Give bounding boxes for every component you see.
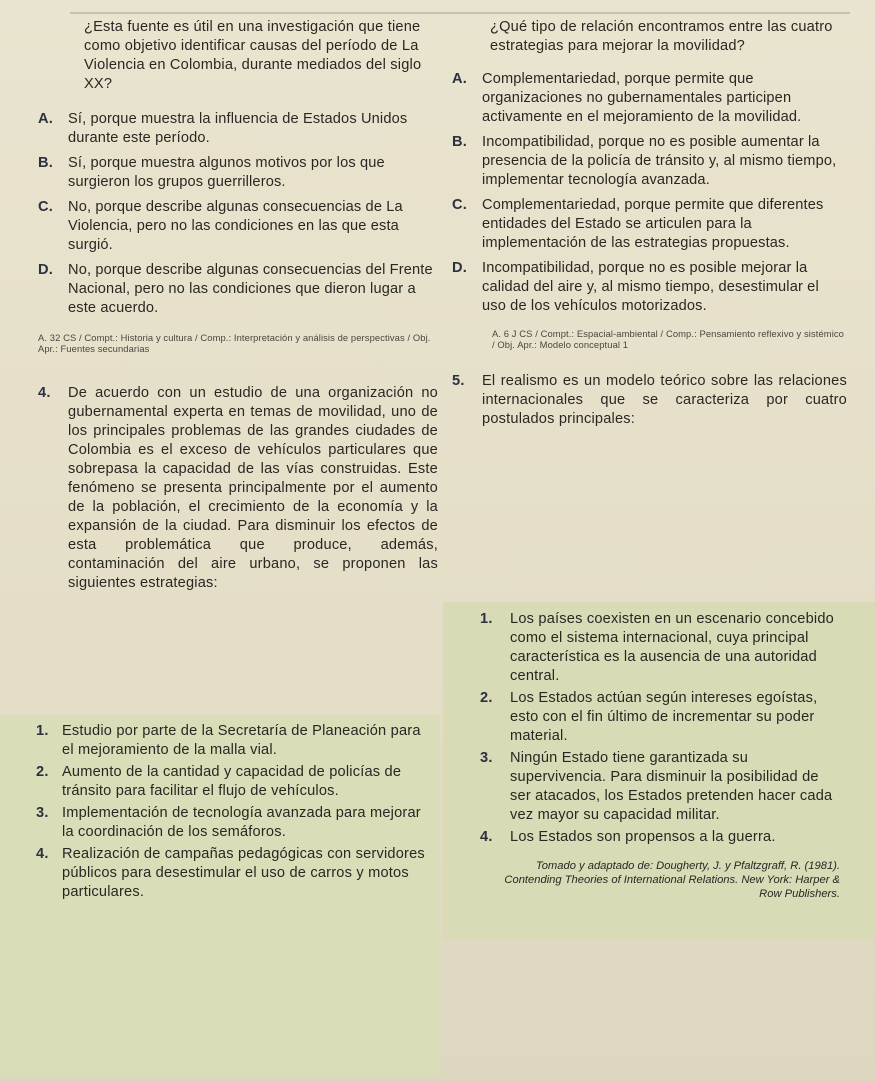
list-item — [36, 722, 436, 760]
item-number: 1. — [36, 723, 49, 739]
item-number: 2. — [36, 764, 49, 780]
option-letter: A. — [38, 111, 53, 127]
option-text: Complementariedad, porque permite que diferentes entidades del Estado se articulen para la implementación de las estrategias propuestas. — [482, 197, 824, 251]
item-text: Estudio por parte de la Secretaría de Planeación para el mejoramiento de la malla vial. — [62, 723, 421, 758]
option-b[interactable] — [452, 133, 847, 190]
list-item — [36, 804, 436, 842]
option-text: Incompatibilidad, porque no es posible mejorar la calidad del aire y, al mismo tiempo, desestimular el uso de los vehículos motorizados. — [482, 260, 819, 314]
list-item — [480, 689, 840, 746]
item-number: 3. — [36, 805, 49, 821]
top-divider — [70, 12, 850, 14]
competency-metadata: A. 32 CS / Compt.: Historia y cultura / Comp.: Interpretación y análisis de perspectivas / Obj. Apr.: Fuentes secundarias — [38, 332, 431, 354]
question-text: El realismo es un modelo teórico sobre las relaciones internacionales que se caracteriza por cuatro postulados principales: — [482, 373, 847, 427]
option-letter: C. — [452, 197, 467, 213]
right-column — [452, 18, 847, 429]
item-text: Realización de campañas pedagógicas con servidores públicos para desestimular el uso de carros y motos particulares. — [62, 846, 425, 900]
strategies-list — [36, 722, 436, 905]
question-4 — [38, 384, 438, 593]
list-item — [480, 610, 840, 686]
item-number: 4. — [480, 829, 493, 845]
item-number: 3. — [480, 750, 493, 766]
list-item — [36, 763, 436, 801]
postulates-list — [480, 610, 840, 901]
option-text: No, porque describe algunas consecuencias de La Violencia, pero no las condiciones en las que esta surgió. — [68, 199, 403, 253]
question-number: 5. — [452, 373, 465, 389]
option-b[interactable] — [38, 154, 438, 192]
question-text: De acuerdo con un estudio de una organización no gubernamental experta en temas de movilidad, uno de los principales problemas de las grandes ciudades de Colombia es el exceso de vehículos particulares que sobrepasa la capacidad de las vías construidas. Este fenómeno se presenta principalmente por el aumento de la población, el crecimiento de la economía y la expansión de la ciudad. Para disminuir los efectos de esta problemática que produce, además, contaminación del aire urbano, se proponen las siguientes estrategias: — [68, 385, 438, 591]
list-item — [36, 845, 436, 902]
item-number: 2. — [480, 690, 493, 706]
option-letter: D. — [38, 262, 53, 278]
question-stem: ¿Qué tipo de relación encontramos entre las cuatro estrategias para mejorar la movilidad? — [490, 19, 833, 54]
item-text: Los países coexisten en un escenario concebido como el sistema internacional, cuya principal característica es la ausencia de una autoridad central. — [510, 611, 834, 684]
option-text: No, porque describe algunas consecuencias del Frente Nacional, pero no las condiciones que dieron lugar a este acuerdo. — [68, 262, 433, 316]
option-a[interactable] — [38, 110, 438, 148]
list-item — [480, 828, 840, 847]
option-d[interactable] — [452, 259, 847, 316]
item-text: Aumento de la cantidad y capacidad de policías de tránsito para facilitar el flujo de vehículos. — [62, 764, 402, 799]
option-d[interactable] — [38, 261, 438, 318]
option-letter: B. — [38, 155, 53, 171]
option-letter: D. — [452, 260, 467, 276]
competency-metadata: A. 6 J CS / Compt.: Espacial-ambiental / Comp.: Pensamiento reflexivo y sistémico / Obj. Apr.: Modelo conceptual 1 — [492, 328, 844, 350]
question-stem: ¿Esta fuente es útil en una investigación que tiene como objetivo identificar causas del período de La Violencia en Colombia, durante mediados del siglo XX? — [84, 19, 422, 92]
item-text: Los Estados son propensos a la guerra. — [510, 829, 776, 845]
option-text: Incompatibilidad, porque no es posible aumentar la presencia de la policía de tránsito y, al mismo tiempo, implementar tecnología avanzada. — [482, 134, 837, 188]
option-letter: A. — [452, 71, 467, 87]
option-a[interactable] — [452, 70, 847, 127]
option-text: Sí, porque muestra la influencia de Estados Unidos durante este período. — [68, 111, 408, 146]
option-letter: B. — [452, 134, 467, 150]
list-item — [480, 749, 840, 825]
item-text: Ningún Estado tiene garantizada su supervivencia. Para disminuir la posibilidad de ser atacados, los Estados pretenden hacer cada vez mayor su capacidad militar. — [510, 750, 833, 823]
left-column — [38, 18, 438, 593]
option-c[interactable] — [452, 196, 847, 253]
option-letter: C. — [38, 199, 53, 215]
option-text: Sí, porque muestra algunos motivos por los que surgieron los grupos guerrilleros. — [68, 155, 385, 190]
question-5 — [452, 372, 847, 429]
item-text: Los Estados actúan según intereses egoístas, esto con el fin último de incrementar su poder material. — [510, 690, 818, 744]
source-citation: Tomado y adaptado de: Dougherty, J. y Pfaltzgraff, R. (1981). Contending Theories of International Relations. New York: Harper & Row Publishers. — [504, 860, 840, 900]
question-number: 4. — [38, 385, 51, 401]
item-text: Implementación de tecnología avanzada para mejorar la coordinación de los semáforos. — [62, 805, 421, 840]
item-number: 1. — [480, 611, 493, 627]
option-c[interactable] — [38, 198, 438, 255]
item-number: 4. — [36, 846, 49, 862]
option-text: Complementariedad, porque permite que organizaciones no gubernamentales participen activamente en el mejoramiento de la movilidad. — [482, 71, 802, 125]
